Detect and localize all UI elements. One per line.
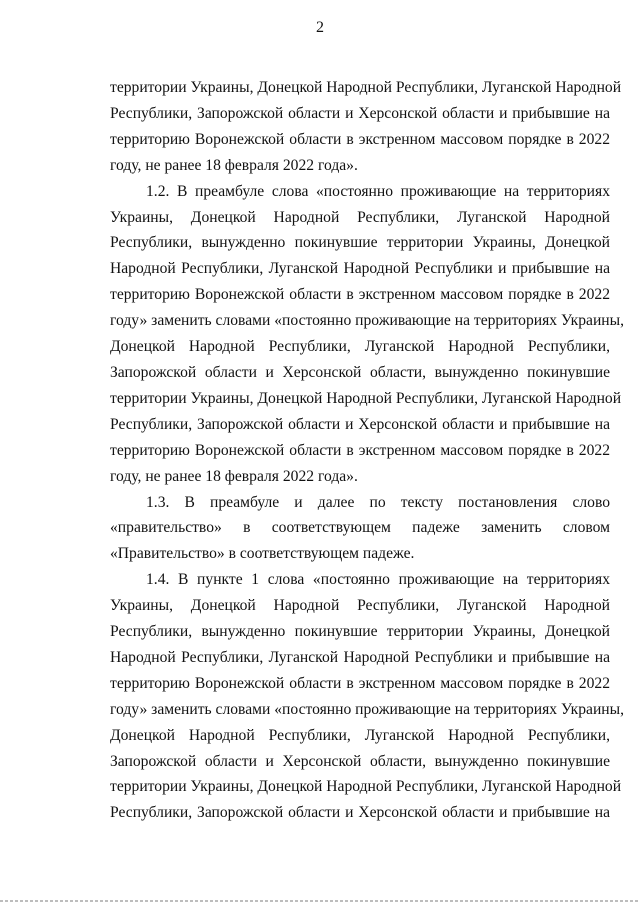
text-line: «правительство» в соответствующем падеже заменить словом <box>110 519 610 537</box>
text-line: территории Украины, Донецкой Народной Республики, Луганской Народной <box>110 778 622 796</box>
text-line: году» заменить словами «постоянно проживающие на территориях Украины, <box>110 312 625 330</box>
text-line: Республики, вынужденно покинувшие территории Украины, Донецкой <box>110 234 610 252</box>
text-line: территории Украины, Донецкой Народной Республики, Луганской Народной <box>110 389 622 407</box>
paragraph-1-4 <box>110 567 625 826</box>
text-line: Республики, Запорожской области и Херсонской области и прибывшие на <box>110 415 610 433</box>
text-line: Народной Республики, Луганской Народной Республики и прибывшие на <box>110 648 610 666</box>
text-line: 1.2. В преамбуле слова «постоянно проживающие на территориях <box>146 182 610 200</box>
text-line: Республики, Запорожской области и Херсонской области и прибывшие на <box>110 804 610 822</box>
paragraph-1-3 <box>110 490 610 568</box>
text-line: году, не ранее 18 февраля 2022 года». <box>110 467 358 485</box>
text-line: «Правительство» в соответствующем падеже. <box>110 545 415 563</box>
text-line: году, не ранее 18 февраля 2022 года». <box>110 156 358 174</box>
text-line: Украины, Донецкой Народной Республики, Луганской Народной <box>110 597 610 615</box>
paragraph-1-2 <box>110 179 625 490</box>
document-body <box>110 75 625 826</box>
text-line: 1.3. В преамбуле и далее по тексту постановления слово <box>146 493 610 511</box>
text-line: территорию Воронежской области в экстренном массовом порядке в 2022 <box>110 286 610 304</box>
text-line: Республики, вынужденно покинувшие территории Украины, Донецкой <box>110 623 610 641</box>
text-line: Республики, Запорожской области и Херсонской области и прибывшие на <box>110 104 610 122</box>
text-line: территорию Воронежской области в экстренном массовом порядке в 2022 <box>110 674 610 692</box>
text-line: Донецкой Народной Республики, Луганской Народной Республики, <box>110 338 610 356</box>
text-line: Украины, Донецкой Народной Республики, Луганской Народной <box>110 208 610 226</box>
text-line: Донецкой Народной Республики, Луганской Народной Республики, <box>110 726 610 744</box>
text-line: 1.4. В пункте 1 слова «постоянно проживающие на территориях <box>146 571 610 589</box>
text-line: территории Украины, Донецкой Народной Республики, Луганской Народной <box>110 79 622 96</box>
text-line: году» заменить словами «постоянно проживающие на территориях Украины, <box>110 700 625 718</box>
paragraph-continuation <box>110 75 622 179</box>
text-line: Запорожской области и Херсонской области, вынужденно покинувшие <box>110 752 610 770</box>
text-line: территорию Воронежской области в экстренном массовом порядке в 2022 <box>110 130 610 148</box>
text-line: Народной Республики, Луганской Народной Республики и прибывшие на <box>110 260 610 278</box>
text-line: территорию Воронежской области в экстренном массовом порядке в 2022 <box>110 441 610 459</box>
page-number: 2 <box>316 19 324 36</box>
text-line: Запорожской области и Херсонской области, вынужденно покинувшие <box>110 363 610 381</box>
